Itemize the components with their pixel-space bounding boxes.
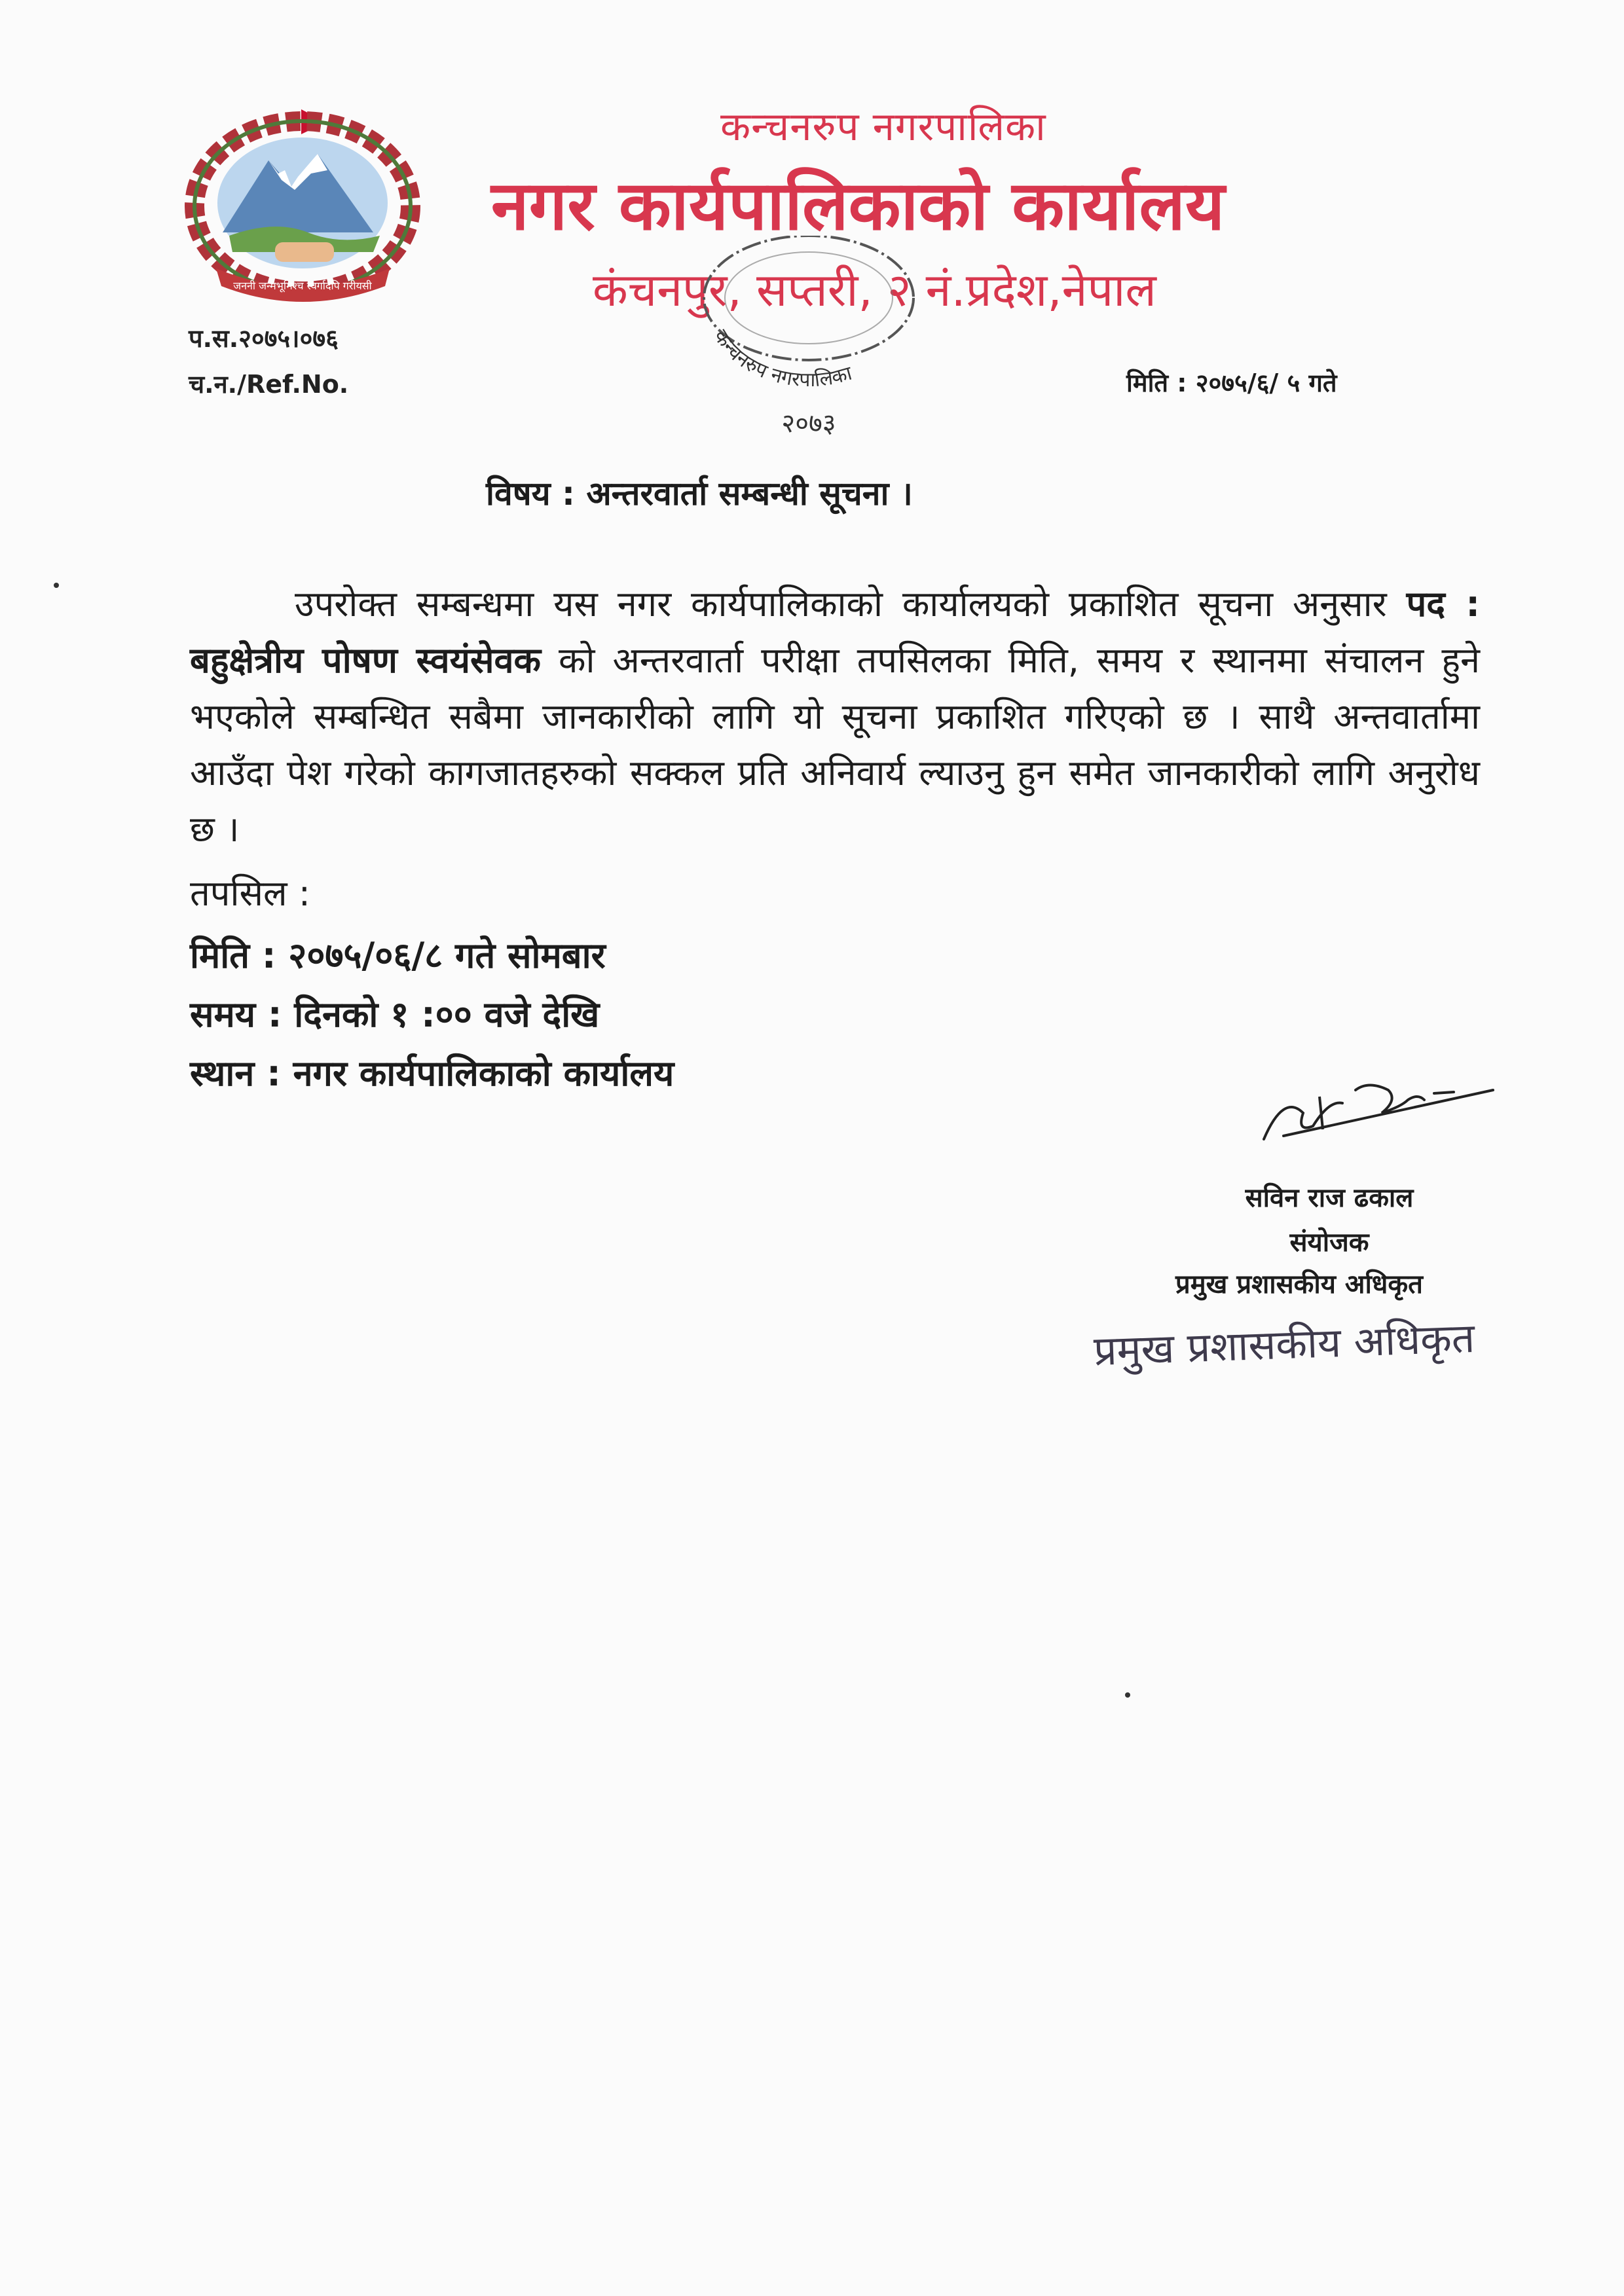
designation-stamp: प्रमुख प्रशासकीय अधिकृत: [1092, 1313, 1476, 1376]
schedule-heading: तपसिल :: [190, 873, 310, 914]
svg-text:जननी जन्मभूमिश्च स्वर्गादपि गर: जननी जन्मभूमिश्च स्वर्गादपि गरीयसी: [233, 280, 372, 292]
municipality-name: कन्चनरुप नगरपालिका: [720, 104, 1046, 150]
nepal-emblem-logo: [177, 108, 429, 304]
paper-speck: [54, 583, 59, 588]
reference-number: च.न./Ref.No.: [189, 370, 349, 399]
stamp-arc-text: कन्चनरुप नगरपालिका: [709, 325, 855, 392]
body-remainder: को अन्तरवार्ता परीक्षा तपसिलका मिति, समय र स्थानमा संचालन हुने भएकोले सम्बन्धित सबैमा जानकारीको लागि यो सूचना प्रकाशित गरिएको छ । साथै अन्तवार्तामा आउँदा पेश गरेको कागजातहरुको सक्कल प्रति अनिवार्य ल्याउनु हुन समेत जानकारीको लागि अनुरोध छ ।: [190, 640, 1481, 850]
notice-subject: विषय : अन्तरवार्ता सम्बन्धी सूचना ।: [486, 475, 913, 513]
signatory-title: प्रमुख प्रशासकीय अधिकृत: [1175, 1269, 1423, 1300]
office-title: नगर कार्यपालिकाको कार्यालय: [491, 166, 1225, 246]
schedule-date: मिति : २०७५/०६/८ गते सोमबार: [190, 935, 606, 976]
signatory-role: संयोजक: [1289, 1228, 1369, 1258]
fiscal-year: प.स.२०७५।०७६: [189, 324, 339, 353]
office-address: कंचनपुर, सप्तरी, २ नं.प्रदेश,नेपाल: [593, 263, 1156, 317]
signatory-name: सविन राज ढकाल: [1245, 1183, 1414, 1213]
issue-date: मिति : २०७५/६/ ५ गते: [1126, 369, 1337, 397]
handwritten-signature: [1257, 1054, 1506, 1146]
body-intro: उपरोक्त सम्बन्धमा यस नगर कार्यपालिकाको कार्यालयको प्रकाशित सूचना अनुसार: [295, 583, 1407, 625]
notice-body: [190, 576, 1480, 858]
schedule-time: समय : दिनको १ :०० वजे देखि: [190, 994, 600, 1035]
post-label: पद : बहुक्षेत्रीय पोषण स्वयंसेवक: [190, 583, 1480, 681]
stamp-year: २०७३: [781, 409, 836, 439]
office-stamp: [681, 236, 936, 452]
schedule-place: स्थान : नगर कार्यपालिकाको कार्यालय: [190, 1053, 674, 1094]
paper-speck: [1125, 1692, 1130, 1698]
